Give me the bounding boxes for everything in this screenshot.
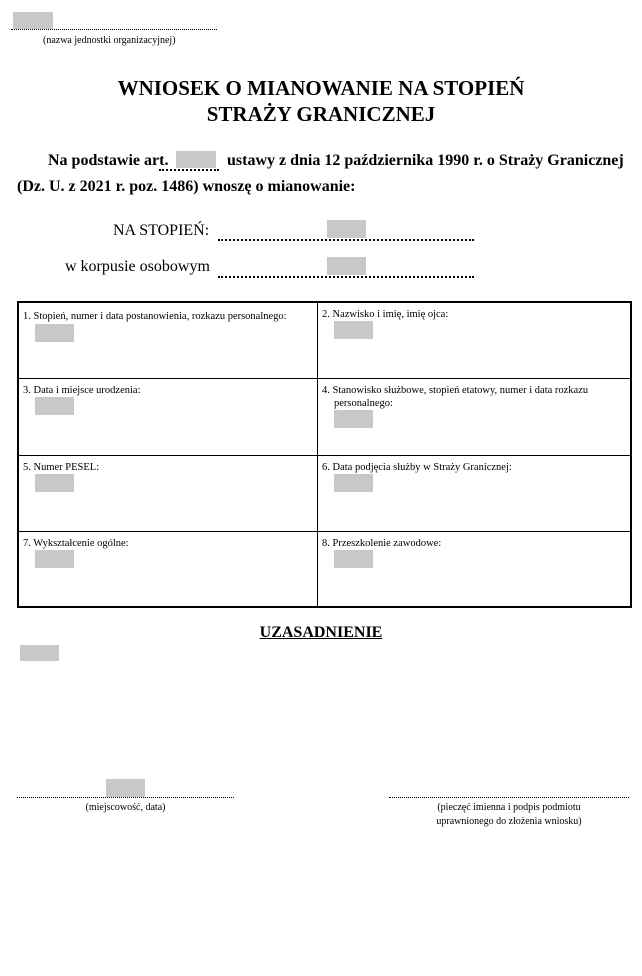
corps-label: w korpusie osobowym (65, 258, 210, 275)
rank-field-line[interactable] (218, 239, 474, 241)
table-row-divider-3 (17, 531, 632, 532)
table-row-divider-2 (17, 455, 632, 456)
signature-line[interactable] (389, 797, 629, 798)
corps-value-redacted (327, 257, 366, 275)
table-cell-8-label: 8. Przeszkolenie zawodowe: (322, 538, 442, 549)
table-cell-2-label: 2. Nazwisko i imię, imię ojca: (322, 309, 449, 320)
table-cell-1-redacted[interactable] (35, 324, 74, 342)
intro-text-part2: ustawy z dnia 12 października 1990 r. o Straży Granicznej (227, 152, 624, 169)
table-cell-5-redacted[interactable] (35, 474, 74, 492)
article-number-line (159, 169, 219, 171)
org-name-caption: (nazwa jednostki organizacyjnej) (43, 35, 176, 46)
intro-text-line2: (Dz. U. z 2021 r. poz. 1486) wnoszę o mianowanie: (17, 178, 356, 195)
document-title-line1: WNIOSEK O MIANOWANIE NA STOPIEŃ (117, 76, 525, 100)
table-cell-8-redacted[interactable] (334, 550, 373, 568)
table-cell-4-label: 4. Stanowisko służbowe, stopień etatowy, numer i data rozkazu personalnego: (322, 385, 589, 409)
article-number-redacted (176, 151, 216, 168)
intro-text-part1: Na podstawie art. (48, 152, 169, 169)
table-cell-6-redacted[interactable] (334, 474, 373, 492)
table-cell-3-label: 3. Data i miejsce urodzenia: (23, 385, 141, 396)
table-cell-2-redacted[interactable] (334, 321, 373, 339)
place-date-redacted (106, 779, 145, 797)
document-title-line2: STRAŻY GRANICZNEJ (206, 102, 436, 126)
place-date-caption: (miejscowość, data) (85, 802, 166, 813)
org-name-redacted (13, 12, 53, 29)
table-cell-5-label: 5. Numer PESEL: (23, 462, 100, 473)
corps-field-line[interactable] (218, 276, 474, 278)
rank-value-redacted (327, 220, 366, 238)
table-cell-4-redacted[interactable] (334, 410, 373, 428)
org-name-line (11, 29, 217, 30)
justification-text-redacted[interactable] (20, 645, 59, 661)
table-cell-3-redacted[interactable] (35, 397, 74, 415)
table-cell-7-label: 7. Wykształcenie ogólne: (23, 538, 129, 549)
table-cell-1-label: 1. Stopień, numer i data postanowienia, rozkazu personalnego: (23, 311, 287, 322)
signature-caption-line2: uprawnionego do złożenia wniosku) (436, 816, 582, 827)
place-date-line[interactable] (17, 797, 234, 798)
justification-title: UZASADNIENIE (259, 624, 383, 641)
rank-label: NA STOPIEŃ: (113, 222, 210, 239)
table-cell-6-label: 6. Data podjęcia służby w Straży Granicznej: (322, 462, 512, 473)
signature-caption-line1: (pieczęć imienna i podpis podmiotu (437, 802, 581, 813)
table-cell-7-redacted[interactable] (35, 550, 74, 568)
table-row-divider-1 (17, 378, 632, 379)
